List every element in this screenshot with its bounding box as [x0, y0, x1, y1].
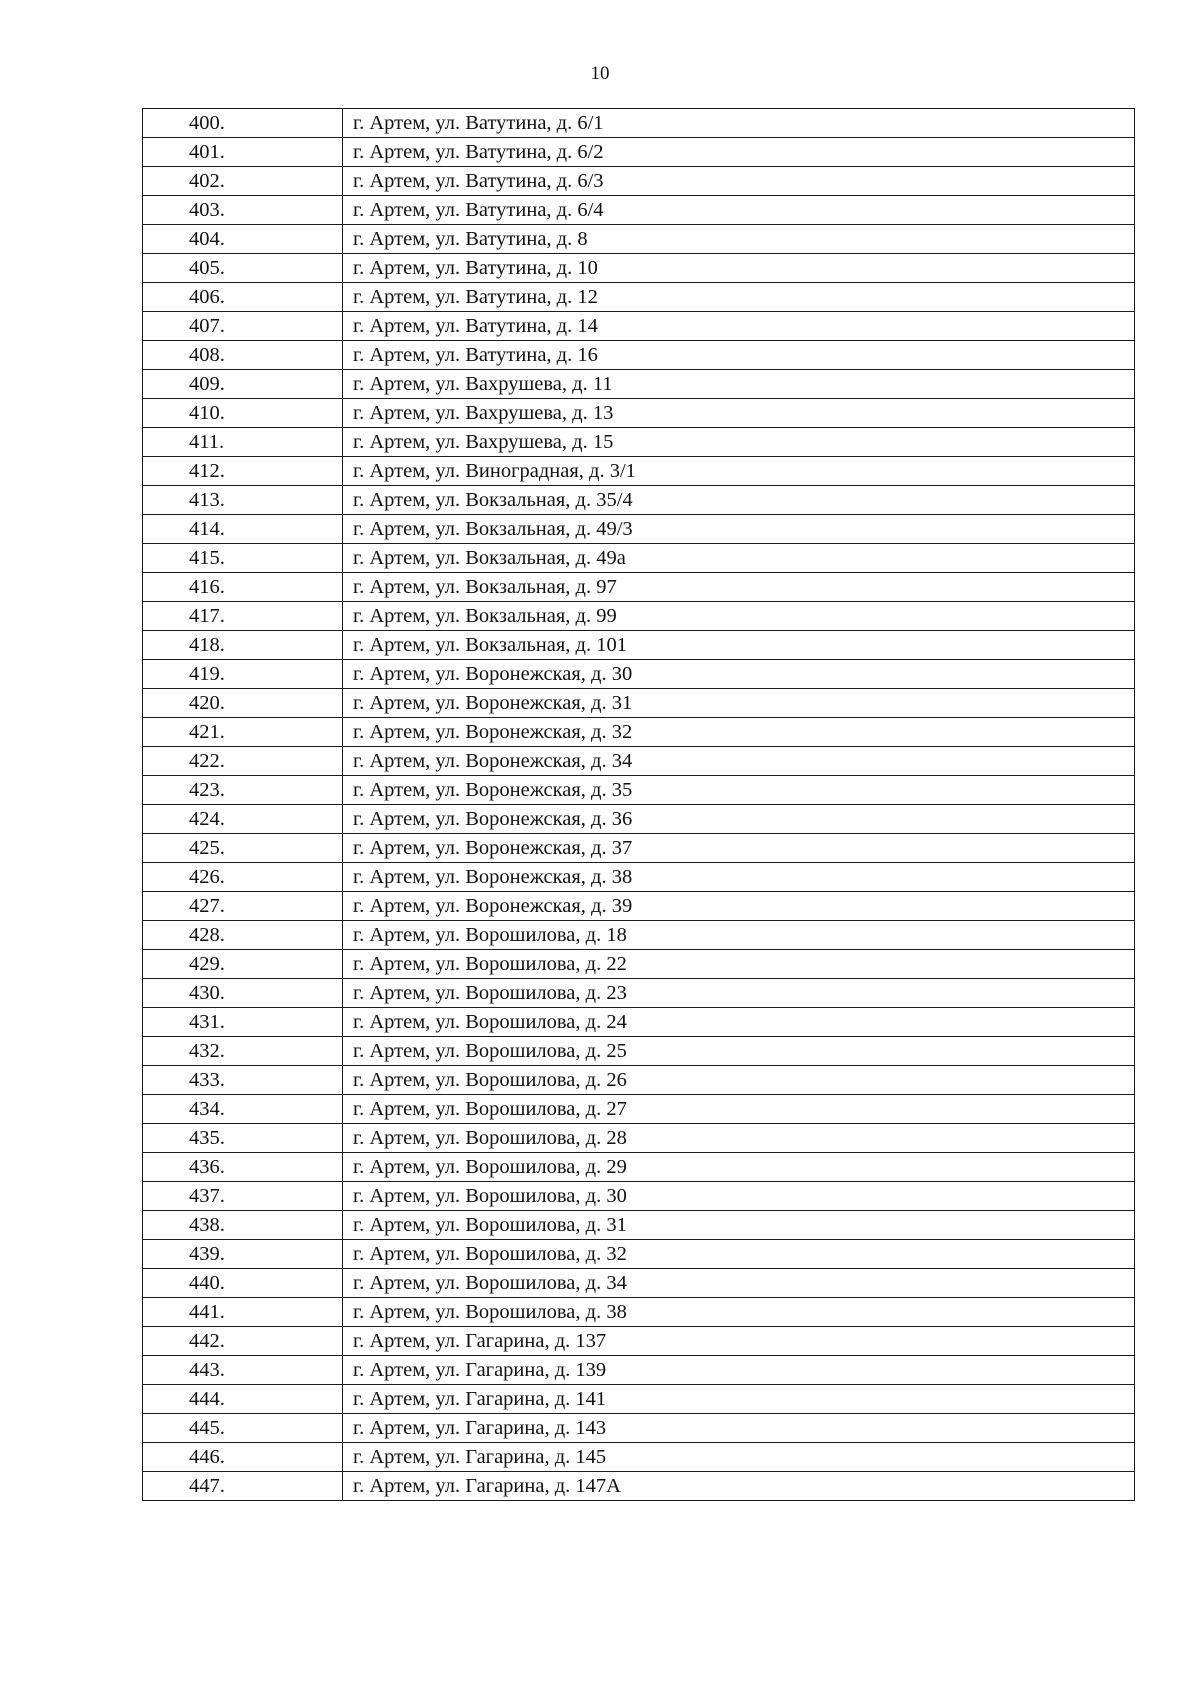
row-number: 424.	[143, 805, 343, 834]
row-number: 412.	[143, 457, 343, 486]
row-number: 416.	[143, 573, 343, 602]
row-number: 443.	[143, 1356, 343, 1385]
address-table-body	[143, 109, 1135, 1501]
table-row	[143, 1008, 1135, 1037]
row-address: г. Артем, ул. Гагарина, д. 139	[343, 1356, 1135, 1385]
table-row	[143, 1327, 1135, 1356]
row-number: 406.	[143, 283, 343, 312]
table-row	[143, 254, 1135, 283]
table-row	[143, 283, 1135, 312]
row-address: г. Артем, ул. Воронежская, д. 32	[343, 718, 1135, 747]
table-row	[143, 1182, 1135, 1211]
table-row	[143, 138, 1135, 167]
row-address: г. Артем, ул. Ворошилова, д. 26	[343, 1066, 1135, 1095]
row-number: 417.	[143, 602, 343, 631]
row-number: 427.	[143, 892, 343, 921]
table-row	[143, 225, 1135, 254]
table-row	[143, 863, 1135, 892]
table-row	[143, 109, 1135, 138]
row-address: г. Артем, ул. Гагарина, д. 145	[343, 1443, 1135, 1472]
table-row	[143, 979, 1135, 1008]
row-address: г. Артем, ул. Воронежская, д. 30	[343, 660, 1135, 689]
table-row	[143, 950, 1135, 979]
row-number: 410.	[143, 399, 343, 428]
row-number: 437.	[143, 1182, 343, 1211]
row-address: г. Артем, ул. Гагарина, д. 143	[343, 1414, 1135, 1443]
row-number: 409.	[143, 370, 343, 399]
row-number: 402.	[143, 167, 343, 196]
row-address: г. Артем, ул. Вахрушева, д. 13	[343, 399, 1135, 428]
row-address: г. Артем, ул. Ворошилова, д. 30	[343, 1182, 1135, 1211]
row-number: 422.	[143, 747, 343, 776]
table-row	[143, 1269, 1135, 1298]
row-number: 407.	[143, 312, 343, 341]
row-address: г. Артем, ул. Ворошилова, д. 23	[343, 979, 1135, 1008]
table-row	[143, 312, 1135, 341]
row-address: г. Артем, ул. Ватутина, д. 16	[343, 341, 1135, 370]
row-number: 447.	[143, 1472, 343, 1501]
row-address: г. Артем, ул. Виноградная, д. 3/1	[343, 457, 1135, 486]
table-row	[143, 1298, 1135, 1327]
table-row	[143, 1414, 1135, 1443]
row-address: г. Артем, ул. Ворошилова, д. 34	[343, 1269, 1135, 1298]
row-number: 445.	[143, 1414, 343, 1443]
row-address: г. Артем, ул. Ватутина, д. 12	[343, 283, 1135, 312]
row-number: 420.	[143, 689, 343, 718]
table-row	[143, 370, 1135, 399]
page-number: 10	[590, 63, 610, 84]
row-address: г. Артем, ул. Воронежская, д. 37	[343, 834, 1135, 863]
table-row	[143, 1240, 1135, 1269]
row-address: г. Артем, ул. Ворошилова, д. 31	[343, 1211, 1135, 1240]
table-row	[143, 573, 1135, 602]
row-number: 426.	[143, 863, 343, 892]
row-number: 405.	[143, 254, 343, 283]
row-number: 446.	[143, 1443, 343, 1472]
table-row	[143, 1472, 1135, 1501]
table-row	[143, 1385, 1135, 1414]
row-address: г. Артем, ул. Воронежская, д. 36	[343, 805, 1135, 834]
row-number: 440.	[143, 1269, 343, 1298]
row-number: 431.	[143, 1008, 343, 1037]
row-number: 428.	[143, 921, 343, 950]
row-address: г. Артем, ул. Гагарина, д. 137	[343, 1327, 1135, 1356]
row-address: г. Артем, ул. Ватутина, д. 6/2	[343, 138, 1135, 167]
table-row	[143, 167, 1135, 196]
row-number: 403.	[143, 196, 343, 225]
row-number: 444.	[143, 1385, 343, 1414]
row-number: 434.	[143, 1095, 343, 1124]
row-number: 408.	[143, 341, 343, 370]
row-number: 439.	[143, 1240, 343, 1269]
row-address: г. Артем, ул. Воронежская, д. 38	[343, 863, 1135, 892]
row-address: г. Артем, ул. Ватутина, д. 6/1	[343, 109, 1135, 138]
row-address: г. Артем, ул. Ворошилова, д. 24	[343, 1008, 1135, 1037]
row-number: 442.	[143, 1327, 343, 1356]
address-table	[142, 108, 1135, 1501]
row-address: г. Артем, ул. Ворошилова, д. 25	[343, 1037, 1135, 1066]
table-row	[143, 515, 1135, 544]
table-row	[143, 602, 1135, 631]
row-address: г. Артем, ул. Воронежская, д. 34	[343, 747, 1135, 776]
table-row	[143, 892, 1135, 921]
row-address: г. Артем, ул. Воронежская, д. 39	[343, 892, 1135, 921]
row-number: 429.	[143, 950, 343, 979]
row-number: 425.	[143, 834, 343, 863]
row-address: г. Артем, ул. Вокзальная, д. 49/3	[343, 515, 1135, 544]
row-address: г. Артем, ул. Ватутина, д. 10	[343, 254, 1135, 283]
table-row	[143, 718, 1135, 747]
row-number: 436.	[143, 1153, 343, 1182]
table-row	[143, 776, 1135, 805]
row-address: г. Артем, ул. Вокзальная, д. 99	[343, 602, 1135, 631]
row-number: 438.	[143, 1211, 343, 1240]
row-number: 423.	[143, 776, 343, 805]
row-address: г. Артем, ул. Вокзальная, д. 49а	[343, 544, 1135, 573]
table-row	[143, 196, 1135, 225]
table-row	[143, 805, 1135, 834]
row-address: г. Артем, ул. Ватутина, д. 14	[343, 312, 1135, 341]
row-address: г. Артем, ул. Ворошилова, д. 22	[343, 950, 1135, 979]
row-address: г. Артем, ул. Гагарина, д. 147А	[343, 1472, 1135, 1501]
row-address: г. Артем, ул. Вокзальная, д. 35/4	[343, 486, 1135, 515]
row-address: г. Артем, ул. Ватутина, д. 6/4	[343, 196, 1135, 225]
row-address: г. Артем, ул. Воронежская, д. 35	[343, 776, 1135, 805]
table-row	[143, 921, 1135, 950]
row-address: г. Артем, ул. Ватутина, д. 8	[343, 225, 1135, 254]
table-row	[143, 1095, 1135, 1124]
row-number: 433.	[143, 1066, 343, 1095]
row-address: г. Артем, ул. Ватутина, д. 6/3	[343, 167, 1135, 196]
row-number: 413.	[143, 486, 343, 515]
table-row	[143, 1443, 1135, 1472]
row-number: 419.	[143, 660, 343, 689]
table-row	[143, 689, 1135, 718]
table-row	[143, 428, 1135, 457]
row-address: г. Артем, ул. Вокзальная, д. 97	[343, 573, 1135, 602]
row-number: 411.	[143, 428, 343, 457]
table-row	[143, 486, 1135, 515]
row-number: 430.	[143, 979, 343, 1008]
table-row	[143, 399, 1135, 428]
row-address: г. Артем, ул. Вокзальная, д. 101	[343, 631, 1135, 660]
table-row	[143, 834, 1135, 863]
table-row	[143, 660, 1135, 689]
table-row	[143, 1211, 1135, 1240]
table-row	[143, 1124, 1135, 1153]
row-address: г. Артем, ул. Гагарина, д. 141	[343, 1385, 1135, 1414]
row-number: 441.	[143, 1298, 343, 1327]
table-row	[143, 747, 1135, 776]
row-address: г. Артем, ул. Ворошилова, д. 32	[343, 1240, 1135, 1269]
row-number: 404.	[143, 225, 343, 254]
row-number: 400.	[143, 109, 343, 138]
table-row	[143, 1066, 1135, 1095]
row-number: 418.	[143, 631, 343, 660]
row-address: г. Артем, ул. Ворошилова, д. 27	[343, 1095, 1135, 1124]
table-row	[143, 457, 1135, 486]
row-number: 414.	[143, 515, 343, 544]
table-row	[143, 1153, 1135, 1182]
row-address: г. Артем, ул. Воронежская, д. 31	[343, 689, 1135, 718]
row-number: 432.	[143, 1037, 343, 1066]
row-address: г. Артем, ул. Ворошилова, д. 38	[343, 1298, 1135, 1327]
table-row	[143, 1356, 1135, 1385]
row-number: 435.	[143, 1124, 343, 1153]
row-number: 415.	[143, 544, 343, 573]
row-number: 421.	[143, 718, 343, 747]
table-row	[143, 631, 1135, 660]
table-row	[143, 544, 1135, 573]
row-address: г. Артем, ул. Вахрушева, д. 15	[343, 428, 1135, 457]
table-row	[143, 1037, 1135, 1066]
row-address: г. Артем, ул. Ворошилова, д. 28	[343, 1124, 1135, 1153]
table-row	[143, 341, 1135, 370]
row-address: г. Артем, ул. Ворошилова, д. 29	[343, 1153, 1135, 1182]
row-address: г. Артем, ул. Ворошилова, д. 18	[343, 921, 1135, 950]
row-number: 401.	[143, 138, 343, 167]
row-address: г. Артем, ул. Вахрушева, д. 11	[343, 370, 1135, 399]
